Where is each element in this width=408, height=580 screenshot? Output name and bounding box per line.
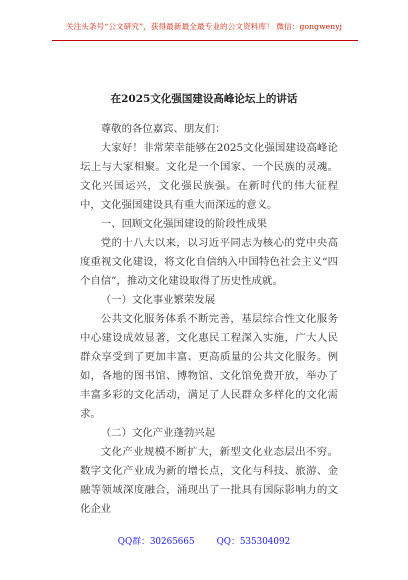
subsection-heading: （一）文化事业繁荣发展 xyxy=(100,294,216,306)
body-paragraph: 大家好！非常荣幸能够在2025文化强国建设高峰论坛上与大家相聚。文化是一个国家、一个民族的灵魂。文化兴国运兴，文化强民族强。在新时代的伟大征程中，文化强国建设具有重大而深远的意义。 xyxy=(80,142,338,211)
subsection-heading: （二）文化产业蓬勃兴起 xyxy=(100,427,216,439)
document-title: 在2025文化强国建设高峰论坛上的讲话 xyxy=(110,93,298,105)
body-paragraph: 公共文化服务体系不断完善，基层综合性文化服务中心建设成效显著，文化惠民工程深入实施，广大人民群众享受到了更加丰富、更高质量的公共文化服务。例如，各地的图书馆、博物馆、文化馆免费开放，举办了丰富多彩的文化活动，满足了人民群众多样化的文化需求。 xyxy=(80,313,338,420)
body-paragraph: 文化产业规模不断扩大，新型文化业态层出不穷。数字文化产业成为新的增长点，文化与科技、旅游、金融等领域深度融合，涌现出了一批具有国际影响力的文化企业 xyxy=(80,446,338,515)
salutation: 尊敬的各位嘉宾、朋友们： xyxy=(100,123,226,135)
footer-qq: QQ：535304092 xyxy=(216,537,291,547)
body-paragraph: 党的十八大以来，以习近平同志为核心的党中央高度重视文化建设，将文化自信纳入中国特色社会主义“四个自信”，推动文化建设取得了历史性成就。 xyxy=(80,237,338,287)
document-body xyxy=(80,120,338,519)
section-heading: 一、回顾文化强国建设的阶段性成果 xyxy=(100,218,268,230)
header-banner: 关注头条号“公文研究”，获得最新最全最专业的公文资料库！ 微信：gongwenyj xyxy=(65,22,343,31)
footer-qq-group: QQ群：30265665 xyxy=(117,537,195,547)
header-divider xyxy=(52,40,358,41)
footer-contact xyxy=(0,537,408,548)
